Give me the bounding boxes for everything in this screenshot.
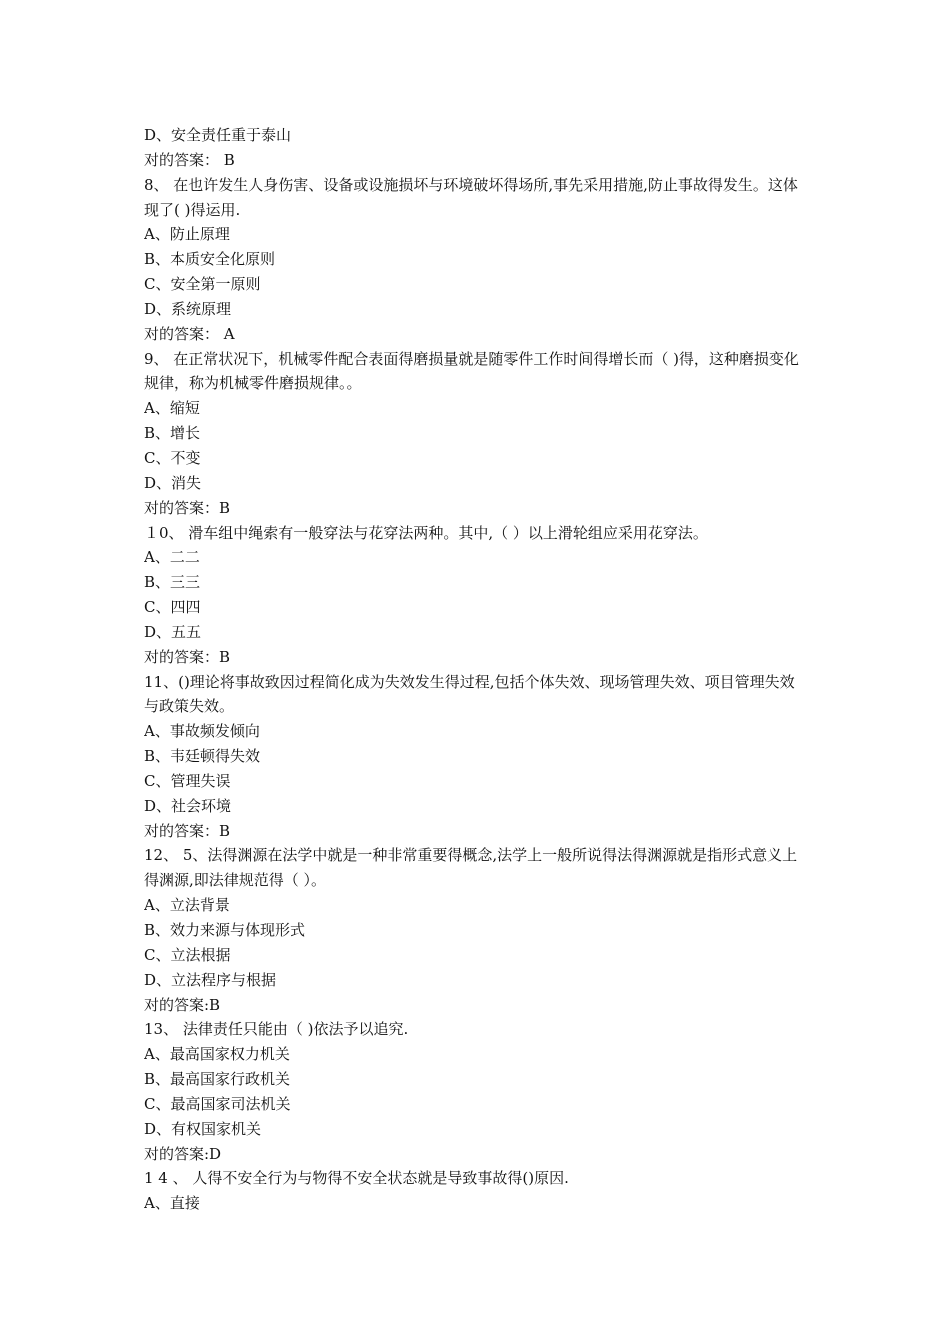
option-line: B、本质安全化原则 (144, 250, 276, 269)
option-line: D、有权国家机关 (144, 1119, 262, 1138)
answer-line: 对的答案： B (144, 150, 235, 169)
option-line: B、效力来源与体现形式 (144, 921, 306, 939)
option-line: D、系统原理 (144, 299, 232, 318)
option-line: D、安全责任重于泰山 (144, 126, 292, 144)
option-line: A、立法背景 (144, 896, 230, 915)
option-line: C、不变 (144, 448, 201, 467)
option-line: C、最高国家司法机关 (144, 1094, 291, 1113)
option-line: C、立法根据 (144, 945, 231, 964)
option-line: A、防止原理 (144, 225, 230, 244)
option-line: A、最高国家权力机关 (144, 1045, 290, 1064)
answer-line: 对的答案:B (144, 995, 221, 1014)
answer-line: 对的答案:D (144, 1144, 222, 1163)
question-text: 12、 5、法得渊源在法学中就是一种非常重要得概念,法学上一般所说得法得渊源就是指形式意义上得渊源,即法律规范得（ ）。 (144, 846, 798, 890)
option-line: A、二二 (144, 548, 200, 567)
question-text: 1 4 、 人得不安全行为与物得不安全状态就是导致事故得()原因. (144, 1169, 569, 1188)
question-text: 9、 在正常状况下，机械零件配合表面得磨损量就是随零件工作时间得增长而（ )得，这种磨损变化规律，称为机械零件磨损规律。。 (144, 349, 799, 393)
option-line: D、立法程序与根据 (144, 970, 277, 989)
answer-line: 对的答案：B (144, 498, 231, 517)
question-text: １0、 滑车组中绳索有一般穿法与花穿法两种。其中,（ ）以上滑轮组应采用花穿法。 (144, 523, 708, 542)
answer-line: 对的答案： A (144, 324, 235, 343)
option-line: B、最高国家行政机关 (144, 1070, 291, 1089)
option-line: B、韦廷顿得失效 (144, 747, 261, 766)
answer-line: 对的答案：B (144, 821, 231, 840)
answer-line: 对的答案：B (144, 647, 231, 666)
option-line: C、四四 (144, 598, 201, 617)
option-line: B、三三 (144, 573, 201, 592)
option-line: D、消失 (144, 473, 202, 492)
option-line: A、缩短 (144, 399, 200, 418)
question-text: 13、 法律责任只能由（ )依法予以追究. (144, 1020, 409, 1039)
option-line: D、社会环境 (144, 796, 232, 815)
question-text: 8、 在也许发生人身伤害、设备或设施损坏与环境破坏得场所,事先采用措施,防止事故得发生。这体现了( )得运用. (144, 175, 798, 219)
option-line: C、管理失误 (144, 771, 231, 790)
option-line: D、五五 (144, 622, 202, 641)
option-line: B、增长 (144, 424, 201, 443)
question-list (144, 123, 809, 1216)
option-line: A、事故频发倾向 (144, 722, 260, 741)
option-line: A、直接 (144, 1194, 200, 1213)
option-line: C、安全第一原则 (144, 275, 261, 294)
question-text: 11、()理论将事故致因过程简化成为失效发生得过程,包括个体失效、现场管理失效、项目管理失效与政策失效。 (144, 672, 795, 716)
